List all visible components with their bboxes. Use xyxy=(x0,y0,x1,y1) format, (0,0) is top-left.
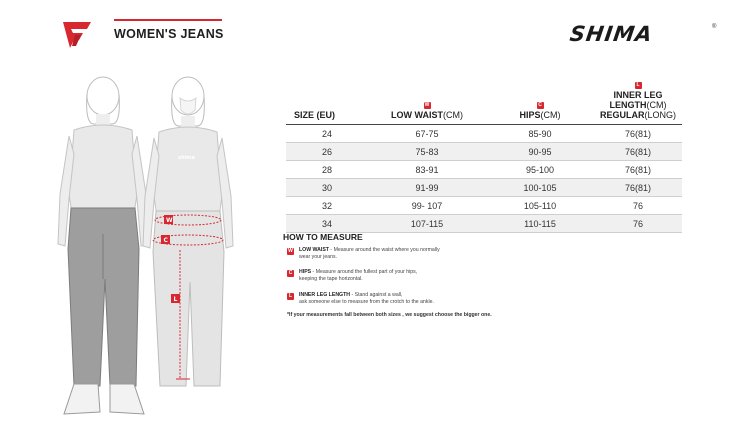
measure-item-desc: - Measure around the waist where you normally xyxy=(328,247,440,253)
table-row xyxy=(286,179,682,197)
figure-back-view xyxy=(58,77,148,414)
column-header-size xyxy=(286,76,368,125)
cell-hips: 95-100 xyxy=(486,161,594,179)
measure-item-waist-text xyxy=(299,247,440,261)
leg-tag-icon: L xyxy=(288,293,293,299)
cell-size: 24 xyxy=(286,125,368,143)
cell-waist: 67-75 xyxy=(368,125,486,143)
size-chart-header-row xyxy=(286,76,682,125)
title-accent-line xyxy=(114,19,222,21)
figure-front-view xyxy=(143,77,233,386)
column-header-hips-label: HIPS xyxy=(519,110,541,120)
cell-leg: 76(81) xyxy=(594,179,682,197)
measure-item-desc-2: keeping the tape horizontal. xyxy=(299,276,363,282)
cell-hips: 110-115 xyxy=(486,215,594,233)
cell-size: 34 xyxy=(286,215,368,233)
cell-waist: 91-99 xyxy=(368,179,486,197)
column-header-leg-regular: REGULAR xyxy=(600,110,645,120)
cell-waist: 107-115 xyxy=(368,215,486,233)
marker-hips-label: C xyxy=(163,237,168,244)
cell-hips: 105-110 xyxy=(486,197,594,215)
column-header-leg xyxy=(594,76,682,125)
column-header-leg-long: (LONG) xyxy=(644,110,676,120)
waist-tag-icon: W xyxy=(424,102,430,108)
cell-waist: 75-83 xyxy=(368,143,486,161)
cell-size: 32 xyxy=(286,197,368,215)
column-header-waist-unit: (CM) xyxy=(443,110,463,120)
hips-tag-icon: C xyxy=(538,102,542,108)
cell-hips: 85-90 xyxy=(486,125,594,143)
cell-size: 30 xyxy=(286,179,368,197)
brand-registered-mark: ® xyxy=(712,24,717,30)
table-row xyxy=(286,125,682,143)
measure-item-term: LOW WAIST xyxy=(299,247,329,253)
cell-leg: 76 xyxy=(594,197,682,215)
cell-waist: 99- 107 xyxy=(368,197,486,215)
cell-size: 26 xyxy=(286,143,368,161)
column-header-leg-unit: (CM) xyxy=(646,100,667,110)
cell-size: 28 xyxy=(286,161,368,179)
size-chart-table xyxy=(286,76,682,233)
measurement-figures-illustration xyxy=(40,74,255,429)
table-row xyxy=(286,197,682,215)
sizing-note: *If your measurements fall between both sizes , we suggest choose the bigger one. xyxy=(287,312,492,318)
brand-logo: SHIMA xyxy=(568,22,655,46)
column-header-hips-unit: (CM) xyxy=(540,110,561,120)
measure-item-desc-2: ask someone else to measure from the crotch to the ankle. xyxy=(299,299,434,305)
column-header-waist-label: LOW WAIST xyxy=(391,110,443,120)
marker-leg-label: L xyxy=(173,296,178,303)
chest-shima-mark: shima xyxy=(178,155,195,161)
cell-waist: 83-91 xyxy=(368,161,486,179)
measure-item-desc: - Measure around the fullest part of your hips, xyxy=(311,269,418,275)
column-header-size-label: SIZE (EU) xyxy=(294,110,336,120)
table-row xyxy=(286,161,682,179)
page-title: WOMEN'S JEANS xyxy=(114,27,224,41)
measure-item-desc: - Stand against a wall, xyxy=(350,292,403,298)
marker-waist-label: W xyxy=(166,217,173,224)
leg-tag-icon: L xyxy=(636,82,640,88)
measure-item-hips-text xyxy=(299,269,417,283)
column-header-waist xyxy=(368,76,486,125)
measure-item-term: HIPS xyxy=(299,269,312,275)
table-row xyxy=(286,143,682,161)
table-row xyxy=(286,215,682,233)
measure-item-desc-2: wear your jeans. xyxy=(299,254,338,260)
cell-leg: 76(81) xyxy=(594,161,682,179)
column-header-leg-label: INNER LEG LENGTH xyxy=(609,90,663,110)
column-header-hips xyxy=(486,76,594,125)
hips-tag-icon: C xyxy=(288,270,293,276)
cell-hips: 90-95 xyxy=(486,143,594,161)
cell-leg: 76(81) xyxy=(594,125,682,143)
cell-leg: 76 xyxy=(594,215,682,233)
how-to-measure-title: HOW TO MEASURE xyxy=(283,232,363,242)
shima-logo-icon xyxy=(62,20,92,50)
cell-hips: 100-105 xyxy=(486,179,594,197)
cell-leg: 76(81) xyxy=(594,143,682,161)
measure-item-term: INNER LEG LENGTH xyxy=(299,292,351,298)
measure-item-leg-text xyxy=(299,292,434,306)
waist-tag-icon: W xyxy=(288,248,293,254)
